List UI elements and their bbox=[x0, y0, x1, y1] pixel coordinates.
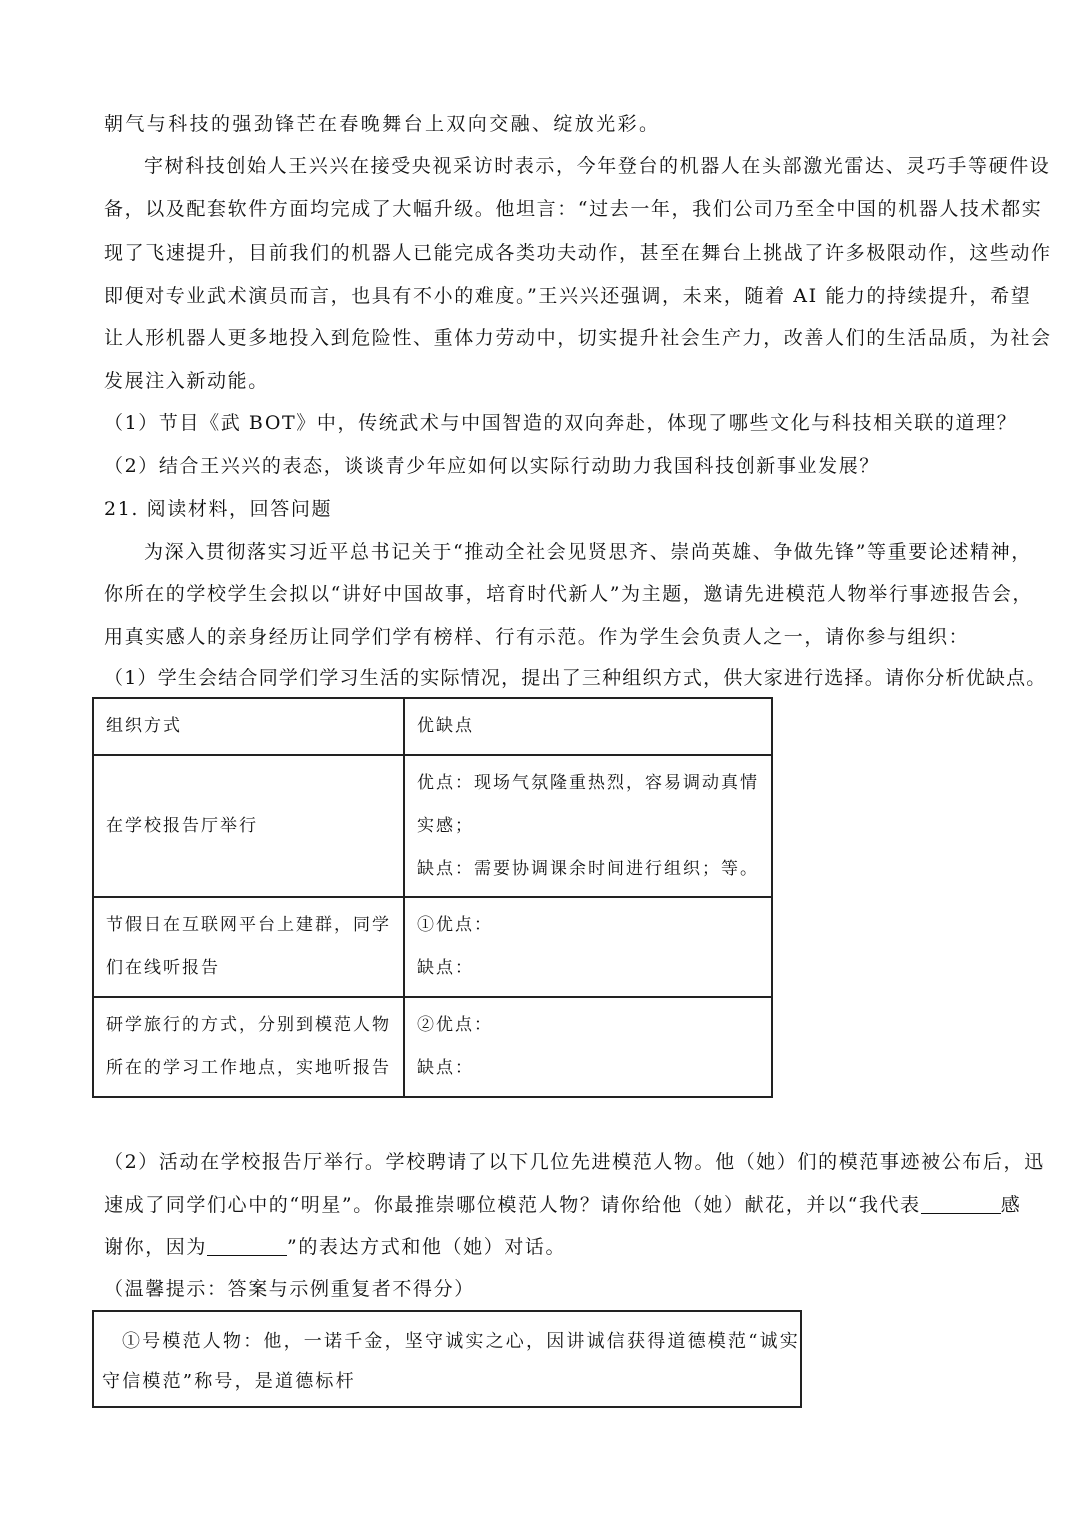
passage-para-line: 让人形机器人更多地投入到危险性、重体力劳动中，切实提升社会生产力，改善人们的生活品质，为社会 bbox=[104, 327, 1052, 349]
q21-sub2-line1: （2）活动在学校报告厅举行。学校聘请了以下几位先进模范人物。他（她）们的模范事迹被公布后，迅 bbox=[104, 1151, 1045, 1173]
q21-tip: （温馨提示：答案与示例重复者不得分） bbox=[104, 1278, 475, 1300]
evaluation-cell: ①优点： 缺点： bbox=[404, 897, 772, 997]
passage-para-line: 宇树科技创始人王兴兴在接受央视采访时表示，今年登台的机器人在头部激光雷达、灵巧手等硬件设 bbox=[144, 155, 1051, 177]
passage-para-line: 现了飞速提升，目前我们的机器人已能完成各类功夫动作，甚至在舞台上挑战了许多极限动作，这些动作 bbox=[104, 242, 1052, 264]
organization-methods-table bbox=[92, 697, 773, 1098]
passage-para-line: 发展注入新动能。 bbox=[104, 370, 269, 392]
example-line: ①号模范人物：他，一诺千金，坚守诚实之心，因讲诚信获得道德模范“诚实 bbox=[122, 1331, 800, 1352]
table-header-row bbox=[93, 698, 772, 755]
passage-line-top: 朝气与科技的强劲锋芒在春晚舞台上双向交融、绽放光彩。 bbox=[104, 113, 661, 135]
q21-intro-line: 用真实感人的亲身经历让同学们学有榜样、行有示范。作为学生会负责人之一，请你参与组织： bbox=[104, 626, 970, 648]
method-cell: 研学旅行的方式，分别到模范人物 所在的学习工作地点，实地听报告 bbox=[93, 997, 404, 1097]
table-header-cell: 组织方式 bbox=[93, 698, 404, 755]
q21-intro-line: 为深入贯彻落实习近平总书记关于“推动全社会见贤思齐、崇尚英雄、争做先锋”等重要论述精神， bbox=[144, 541, 1032, 563]
table-row bbox=[93, 997, 772, 1097]
table-row bbox=[93, 755, 772, 897]
q21-heading: 21. 阅读材料，回答问题 bbox=[104, 498, 333, 520]
table-header-cell: 优缺点 bbox=[404, 698, 772, 755]
q21-sub1: （1）学生会结合同学们学习生活的实际情况，提出了三种组织方式，供大家进行选择。请你分析优缺点。 bbox=[104, 667, 1047, 689]
table-row bbox=[93, 897, 772, 997]
example-model-box bbox=[92, 1310, 802, 1408]
example-line: 守信模范”称号，是道德标杆 bbox=[102, 1371, 356, 1392]
q20-sub1: （1）节目《武 BOT》中，传统武术与中国智造的双向奔赴，体现了哪些文化与科技相关联的道理？ bbox=[104, 412, 1018, 434]
q20-sub2: （2）结合王兴兴的表态，谈谈青少年应如何以实际行动助力我国科技创新事业发展？ bbox=[104, 455, 880, 477]
passage-para-line: 备，以及配套软件方面均完成了大幅升级。他坦言：“过去一年，我们公司乃至全中国的机器人技术都实 bbox=[104, 198, 1043, 220]
answer-blank[interactable] bbox=[921, 1195, 1001, 1214]
evaluation-cell: ②优点： 缺点： bbox=[404, 997, 772, 1097]
method-cell: 在学校报告厅举行 bbox=[93, 755, 404, 897]
q21-sub2-line3: 谢你，因为 ”的表达方式和他（她）对话。 bbox=[104, 1236, 567, 1258]
answer-blank[interactable] bbox=[207, 1237, 287, 1256]
evaluation-cell: 优点：现场气氛隆重热烈，容易调动真情 实感； 缺点：需要协调课余时间进行组织；等。 bbox=[404, 755, 772, 897]
q21-intro-line: 你所在的学校学生会拟以“讲好中国故事，培育时代新人”为主题，邀请先进模范人物举行事迹报告会， bbox=[104, 583, 1034, 605]
method-cell: 节假日在互联网平台上建群，同学 们在线听报告 bbox=[93, 897, 404, 997]
passage-para-line: 即便对专业武术演员而言，也具有不小的难度。”王兴兴还强调，未来，随着 AI 能力的持续提升，希望 bbox=[104, 285, 1032, 307]
q21-sub2-line2: 速成了同学们心中的“明星”。你最推崇哪位模范人物？请你给他（她）献花，并以“我代表 感 bbox=[104, 1194, 1022, 1216]
